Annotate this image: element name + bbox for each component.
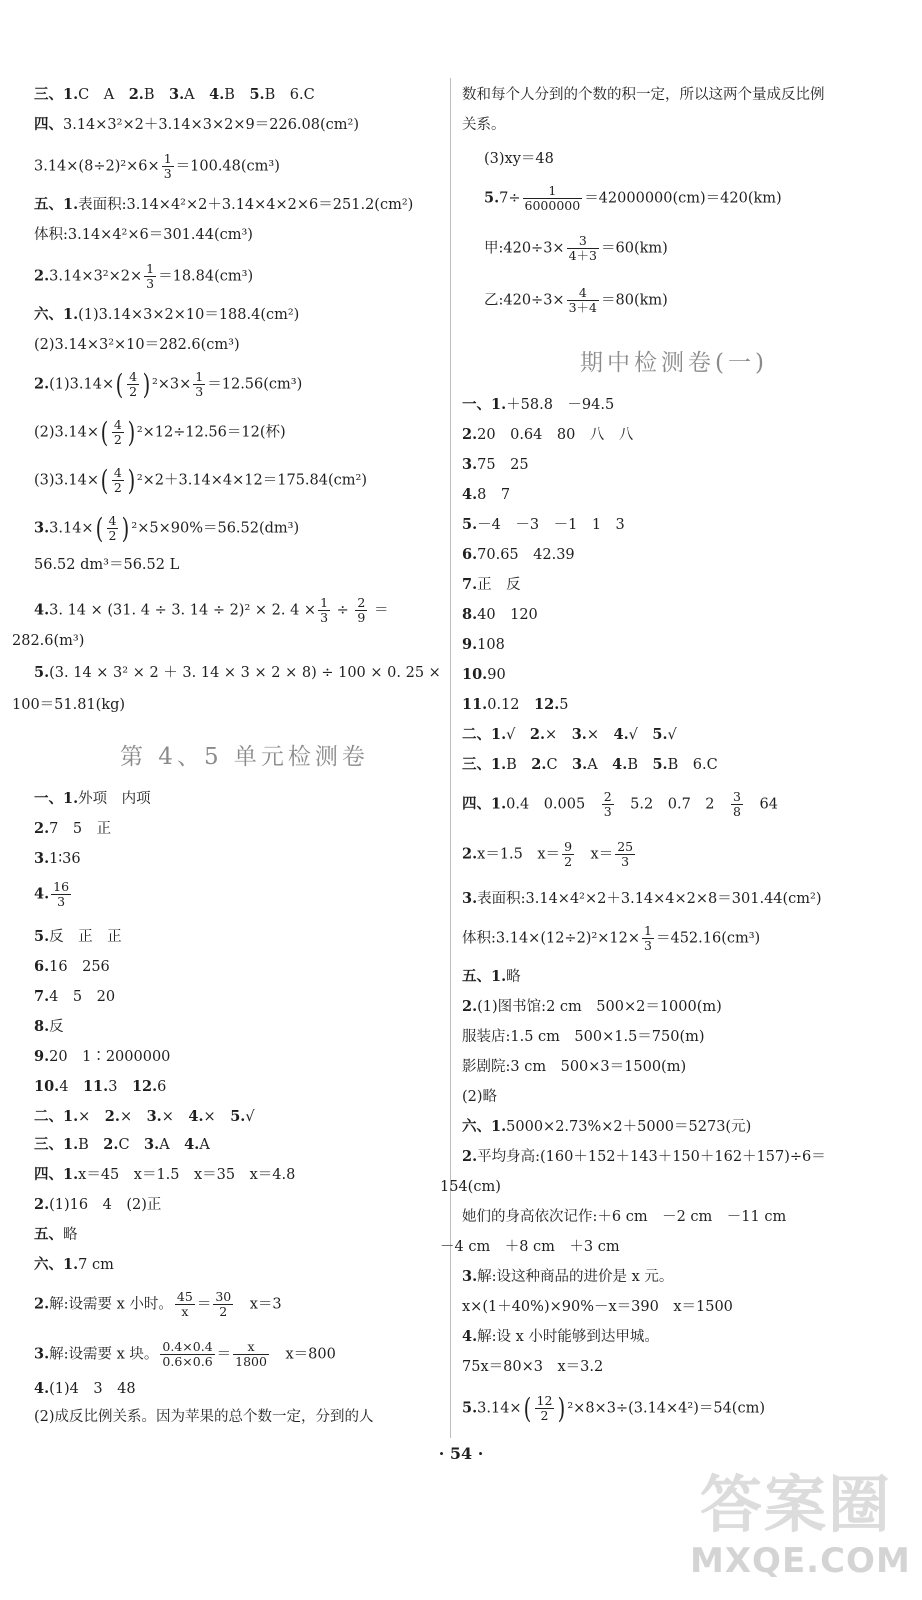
answer-line: 282.6(m³) [12, 633, 85, 649]
watermark-url: MXQE.COM [690, 1541, 911, 1581]
fraction: $\frac{4}{2}$ [113, 417, 122, 447]
fraction: $\frac{25}{3}$ [617, 839, 634, 869]
answer-line: 5.(3. 14 × 3² × 2 ＋ 3. 14 × 3 × 2 × 8) ÷ 100 × 0. 25 × [34, 664, 441, 681]
answer-line: 154(cm) [440, 1179, 501, 1195]
fraction: $\frac{1}{6000000}$ [524, 183, 581, 213]
fraction: $\frac{4}{2}$ [108, 513, 117, 543]
answer-line: 56.52 dm³＝56.52 L [34, 557, 180, 573]
answer-line: 六、1.5000×2.73%×2＋5000＝5273(元) [462, 1118, 752, 1135]
answer-line: 五、略 [34, 1226, 78, 1243]
fraction: $\frac{9}{2}$ [564, 839, 573, 869]
fraction: $\frac{2}{9}$ [357, 595, 366, 625]
answer-line: 5.反 正 正 [34, 928, 122, 945]
answer-line: 75x＝80×3 x＝3.2 [462, 1359, 604, 1375]
answer-line: 2.解:设需要 x 小时。 $\frac{45}{x}$ ＝ $\frac{30}{2}$ x＝3 [34, 1289, 282, 1319]
answer-line: 影剧院:3 cm 500×3＝1500(m) [462, 1059, 687, 1075]
answer-line: 5.－4 －3 －1 1 3 [462, 516, 625, 533]
fraction: $\frac{1}{3}$ [644, 923, 652, 953]
answer-line: 3.14×(8÷2)²×6× $\frac{1}{3}$ ＝100.48(cm³) [34, 151, 280, 181]
fraction: $\frac{30}{2}$ [215, 1289, 232, 1319]
answer-line: x×(1＋40%)×90%－x＝390 x＝1500 [462, 1299, 733, 1315]
answer-line: 3.解:设需要 x 块。 $\frac{0.4\times 0.4}{0.6\times 0.6}$ ＝ $\frac{x}{1800}$ x＝800 [34, 1339, 336, 1369]
answer-line: 2.(1)图书馆:2 cm 500×2＝1000(m) [462, 998, 722, 1015]
watermark [690, 1455, 911, 1595]
answer-line: 8.反 [34, 1018, 64, 1035]
answer-line: 六、1.(1)3.14×3×2×10＝188.4(cm²) [34, 306, 300, 323]
watermark-logo: 答案圈 [700, 1468, 893, 1541]
answer-line: 4.8 7 [462, 486, 511, 503]
answer-line: 体积:3.14×(12÷2)²×12× $\frac{1}{3}$ ＝452.16(cm³) [462, 923, 761, 953]
answer-line: 9.108 [462, 636, 505, 653]
answer-line: (3)xy＝48 [484, 151, 554, 167]
answer-line: 四、3.14×3²×2＋3.14×3×2×9＝226.08(cm²) [34, 116, 359, 133]
fraction: $\frac{x}{1800}$ [235, 1339, 267, 1369]
fraction: $\frac{4}{2}$ [129, 369, 138, 399]
section-heading: 期中检测卷(一) [580, 350, 768, 376]
answer-line: 2.3.14×3²×2× $\frac{1}{3}$ ＝18.84(cm³) [34, 261, 254, 291]
answer-line: 10.4 11.3 12.6 [34, 1078, 167, 1095]
fraction: $\frac{3}{4+3}$ [568, 233, 597, 263]
fraction: $\frac{1}{3}$ [195, 369, 204, 399]
answer-line: 二、1.√ 2.× 3.× 4.√ 5.√ [462, 726, 677, 743]
answer-line: 6.16 256 [34, 958, 110, 975]
answer-line: 关系。 [462, 117, 506, 133]
fraction: $\frac{12}{2}$ [536, 1393, 553, 1423]
answer-line: 11.0.12 12.5 [462, 696, 569, 713]
answer-line: 4.3. 14 × (31. 4 ÷ 3. 14 ÷ 2)² × 2. 4 × $\frac{1}{3}$ ÷ $\frac{2}{9}$ ＝ [34, 595, 389, 625]
answer-line: 2.(1)16 4 (2)正 [34, 1196, 162, 1213]
answer-line: (3)3.14×( $\frac{4}{2}$ ) ²×2＋3.14×4×12＝175.84(cm²) [34, 463, 367, 497]
answer-line: 7.正 反 [462, 576, 521, 593]
fraction: $\frac{2}{3}$ [603, 789, 612, 819]
answer-line: 8.40 120 [462, 606, 538, 623]
answer-line: 服装店:1.5 cm 500×1.5＝750(m) [462, 1029, 705, 1045]
answer-line: 2.x＝1.5 x＝ $\frac{9}{2}$ x＝ $\frac{25}{3}$ [462, 839, 634, 869]
answer-line: 2.20 0.64 80 八 八 [462, 426, 634, 443]
answer-line: 6.70.65 42.39 [462, 546, 575, 563]
fraction: $\frac{1}{3}$ [146, 261, 155, 291]
answer-line: 4.解:设 x 小时能够到达甲城。 [462, 1328, 659, 1345]
answer-line: 三、1.B 2.C 3.A 4.A [34, 1136, 210, 1153]
answer-line: 五、1.略 [462, 968, 521, 985]
answer-line: (2)略 [462, 1089, 498, 1105]
answer-line: 体积:3.14×4²×6＝301.44(cm³) [34, 227, 253, 243]
answer-line: 3.表面积:3.14×4²×2＋3.14×4×2×8＝301.44(cm²) [462, 890, 822, 907]
answer-line: 四、1.0.4 0.005 $\frac{2}{3}$ 5.2 0.7 2 $\frac{3}{8}$ 64 [462, 789, 778, 819]
answer-line: 2.(1)3.14×( $\frac{4}{2}$ ) ²×3× $\frac{1}{3}$ ＝12.56(cm³) [34, 367, 303, 401]
answer-line: 10.90 [462, 666, 506, 683]
section-heading: 第 4、5 单元检测卷 [120, 744, 369, 770]
answer-line: 7.4 5 20 [34, 988, 116, 1005]
answer-line: 100＝51.81(kg) [12, 697, 126, 713]
answer-line: 乙:420÷3× $\frac{4}{3+4}$ ＝80(km) [484, 285, 668, 315]
fraction: $\frac{1}{3}$ [163, 151, 172, 181]
answer-line: 3.3.14×( $\frac{4}{2}$ ) ²×5×90%＝56.52(dm³) [34, 511, 300, 545]
answer-line: 3.1∶36 [34, 850, 81, 867]
answer-line: 二、1.× 2.× 3.× 4.× 5.√ [34, 1108, 255, 1125]
answer-line: 9.20 1∶2000000 [34, 1048, 171, 1065]
fraction: $\frac{45}{x}$ [176, 1289, 193, 1319]
answer-line: 5.7÷ $\frac{1}{6000000}$ ＝42000000(cm)＝420(km) [484, 183, 782, 213]
answer-line: (2)3.14×3²×10＝282.6(cm³) [34, 337, 240, 353]
answer-line: (2)3.14×( $\frac{4}{2}$ ) ²×12÷12.56＝12(杯) [34, 415, 286, 449]
answer-line: 她们的身高依次记作:＋6 cm －2 cm －11 cm [462, 1209, 787, 1225]
answer-line: 2.平均身高:(160＋152＋143＋150＋162＋157)÷6＝ [462, 1148, 826, 1165]
answer-line: 四、1.x＝45 x＝1.5 x＝35 x＝4.8 [34, 1166, 296, 1183]
answer-line: 5.3.14×( $\frac{12}{2}$ ) ²×8×3÷(3.14×4²)＝54(cm) [462, 1391, 765, 1425]
answer-line: 数和每个人分到的个数的积一定，所以这两个量成反比例 [462, 87, 825, 103]
fraction: $\frac{3}{8}$ [733, 789, 741, 819]
answer-line: 3.解:设这种商品的进价是 x 元。 [462, 1268, 674, 1285]
answer-line: 4.(1)4 3 48 [34, 1380, 136, 1397]
answer-line: 五、1.表面积:3.14×4²×2＋3.14×4×2×6＝251.2(cm²) [34, 196, 414, 213]
fraction: $\frac{4}{2}$ [113, 465, 122, 495]
answer-line: 4. $\frac{16}{3}$ [34, 879, 70, 909]
answer-line: 甲:420÷3× $\frac{3}{4+3}$ ＝60(km) [484, 233, 668, 263]
answer-line: 三、1.B 2.C 3.A 4.B 5.B 6.C [462, 756, 718, 773]
page-number: · 54 · [438, 1444, 484, 1463]
answer-line: (2)成反比例关系。因为苹果的总个数一定，分到的人 [34, 1409, 374, 1425]
answer-line: 一、1.外项 内项 [34, 790, 151, 807]
fraction: $\frac{4}{3+4}$ [568, 285, 597, 315]
fraction: $\frac{16}{3}$ [53, 879, 70, 909]
answer-line: 一、1.＋58.8 －94.5 [462, 396, 615, 413]
answer-line: －4 cm ＋8 cm ＋3 cm [440, 1239, 620, 1255]
fraction: $\frac{0.4\times 0.4}{0.6\times 0.6}$ [162, 1339, 213, 1369]
fraction: $\frac{1}{3}$ [320, 595, 329, 625]
answer-line: 三、1.C A 2.B 3.A 4.B 5.B 6.C [34, 86, 315, 103]
answer-line: 2.7 5 正 [34, 820, 112, 837]
answer-line: 六、1.7 cm [34, 1256, 114, 1273]
column-divider [450, 78, 451, 1438]
answer-line: 3.75 25 [462, 456, 529, 473]
